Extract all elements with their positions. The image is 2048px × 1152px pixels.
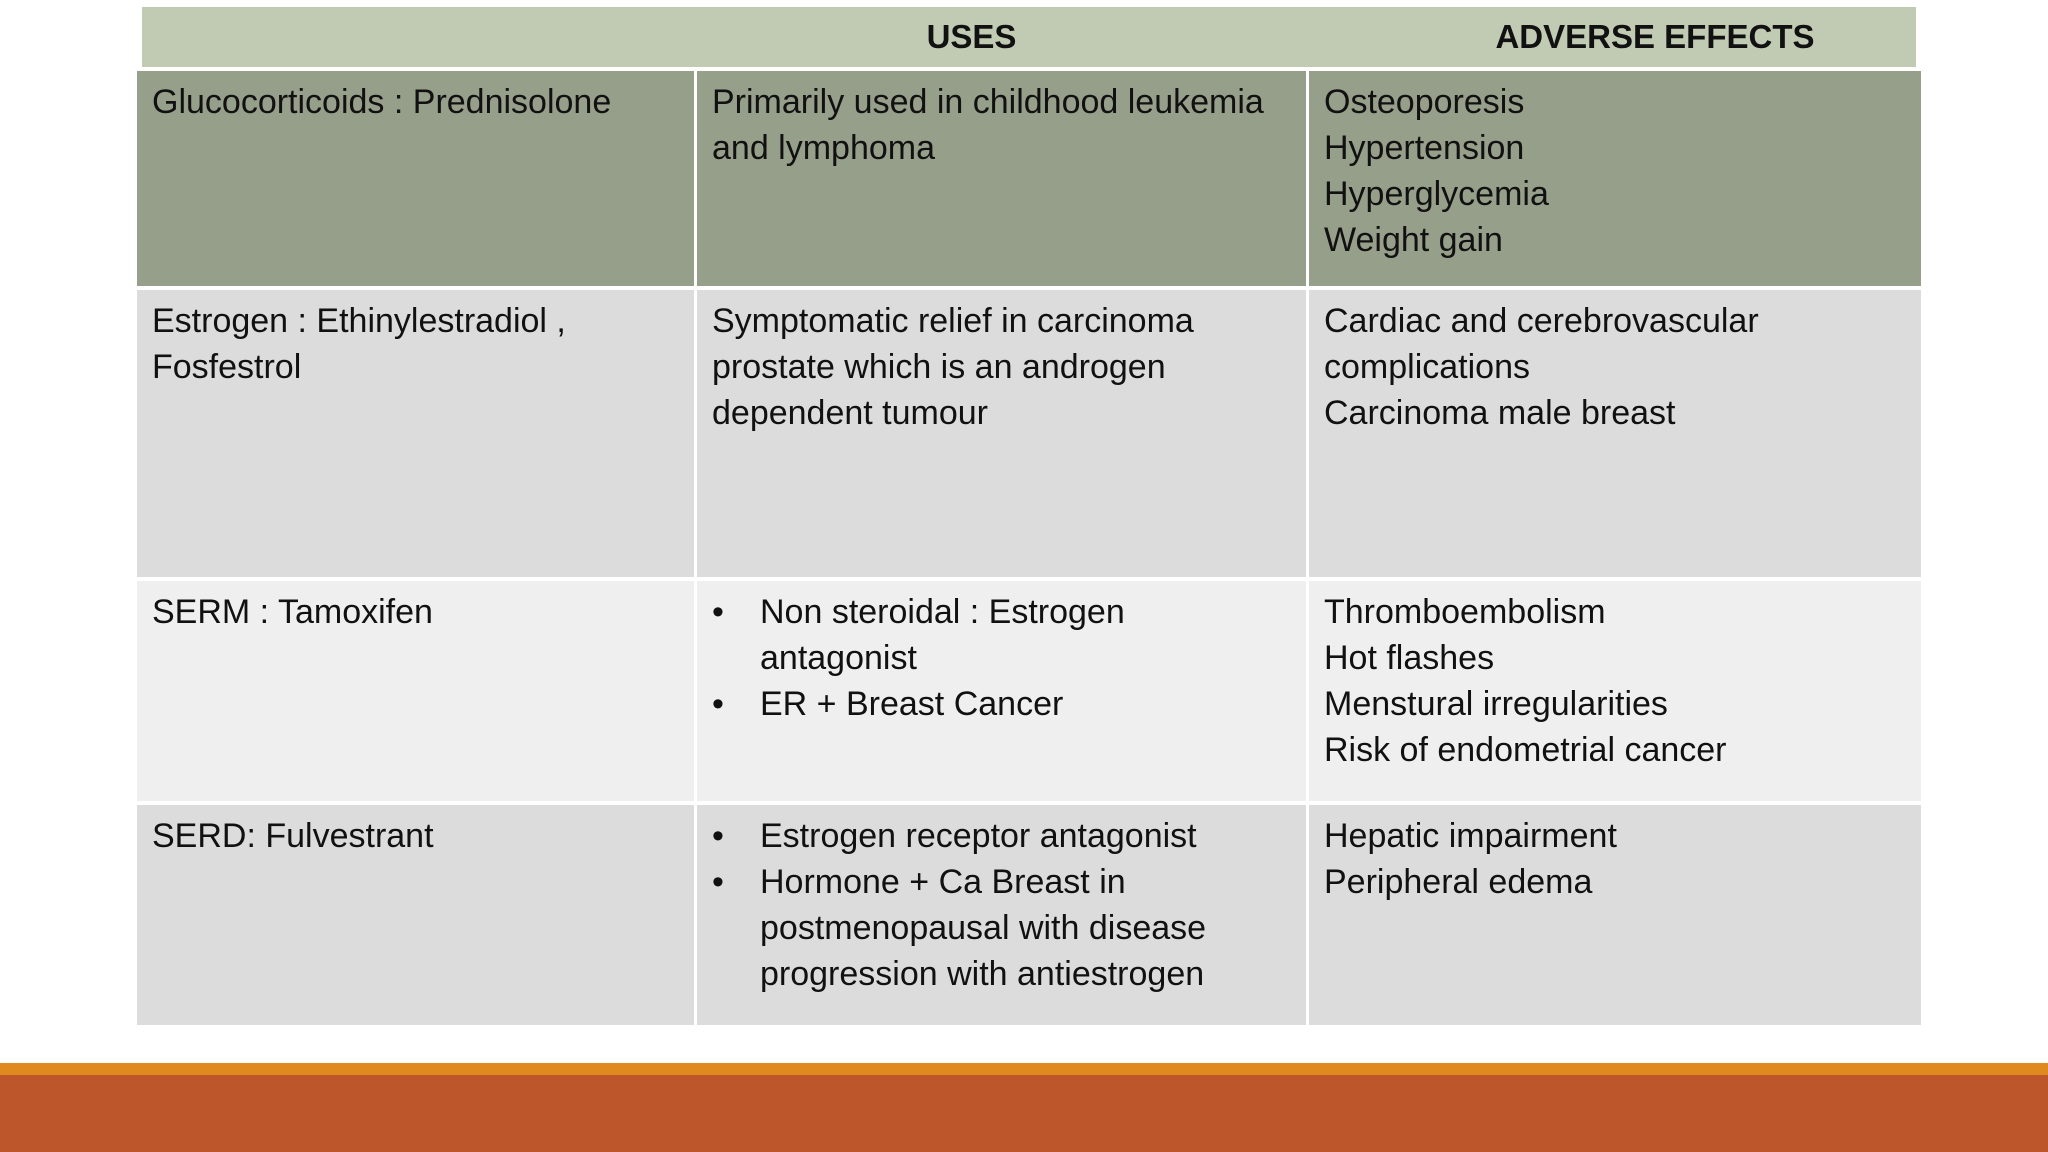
uses-text: Non steroidal : Estrogen: [760, 593, 1125, 631]
adverse-effect: Menstural irregularities: [1324, 685, 1668, 723]
header-uses: USES: [926, 18, 1017, 55]
table-row: [137, 290, 1921, 581]
uses-text: postmenopausal with disease: [760, 909, 1207, 947]
list-item: [712, 589, 1292, 681]
list-item: [712, 813, 1292, 859]
footer-band: [0, 1075, 2048, 1152]
adverse-cell: [1309, 290, 1921, 577]
adverse-cell: [1309, 581, 1921, 801]
bullet-icon: •: [712, 685, 724, 723]
drug-name: Glucocorticoids : Prednisolone: [152, 83, 612, 121]
bullet-icon: •: [712, 817, 724, 855]
drug-name: Estrogen : Ethinylestradiol ,: [152, 302, 566, 340]
uses-text: Symptomatic relief in carcinoma: [712, 302, 1194, 340]
drug-name: SERD: Fulvestrant: [152, 817, 434, 855]
list-item: [712, 681, 1292, 727]
drug-cell: [137, 581, 697, 801]
uses-text: prostate which is an androgen: [712, 348, 1166, 386]
uses-text: Estrogen receptor antagonist: [760, 817, 1197, 855]
drug-name: SERM : Tamoxifen: [152, 593, 433, 631]
uses-cell: [697, 290, 1309, 577]
drug-cell: [137, 290, 697, 577]
uses-cell: [697, 805, 1309, 1025]
bullet-icon: •: [712, 863, 724, 901]
uses-text: Primarily used in childhood leukemia: [712, 83, 1264, 121]
adverse-effect: Cardiac and cerebrovascular: [1324, 302, 1759, 340]
table-row: [137, 805, 1921, 1025]
table-row: [137, 71, 1921, 290]
adverse-effect: complications: [1324, 348, 1530, 386]
uses-bullet-list: [712, 813, 1292, 997]
list-item: [712, 859, 1292, 997]
uses-text: antagonist: [760, 639, 917, 677]
adverse-effect: Peripheral edema: [1324, 863, 1593, 901]
uses-text: Hormone + Ca Breast in: [760, 863, 1126, 901]
adverse-effect: Hypertension: [1324, 129, 1525, 167]
uses-cell: [697, 581, 1309, 801]
adverse-effect: Hyperglycemia: [1324, 175, 1549, 213]
table-header: [142, 7, 1916, 70]
drug-name: Fosfestrol: [152, 348, 302, 386]
drug-cell: [137, 805, 697, 1025]
adverse-effect: Hepatic impairment: [1324, 817, 1617, 855]
adverse-cell: [1309, 805, 1921, 1025]
adverse-effect: Carcinoma male breast: [1324, 394, 1676, 432]
adverse-effect: Risk of endometrial cancer: [1324, 731, 1727, 769]
bullet-icon: •: [712, 593, 724, 631]
drug-cell: [137, 71, 697, 286]
drug-table: [137, 71, 1921, 1025]
adverse-effect: Hot flashes: [1324, 639, 1495, 677]
footer-accent-stripe: [0, 1063, 2048, 1075]
uses-text: and lymphoma: [712, 129, 936, 167]
adverse-effect: Thromboembolism: [1324, 593, 1606, 631]
header-adverse-effects: ADVERSE EFFECTS: [1495, 18, 1815, 55]
uses-text: dependent tumour: [712, 394, 988, 432]
adverse-effect: Weight gain: [1324, 221, 1503, 259]
table-row: [137, 581, 1921, 805]
uses-text: ER + Breast Cancer: [760, 685, 1064, 723]
uses-bullet-list: [712, 589, 1292, 727]
uses-text: progression with antiestrogen: [760, 955, 1205, 993]
uses-cell: [697, 71, 1309, 286]
adverse-effect: Osteoporesis: [1324, 83, 1525, 121]
adverse-cell: [1309, 71, 1921, 286]
